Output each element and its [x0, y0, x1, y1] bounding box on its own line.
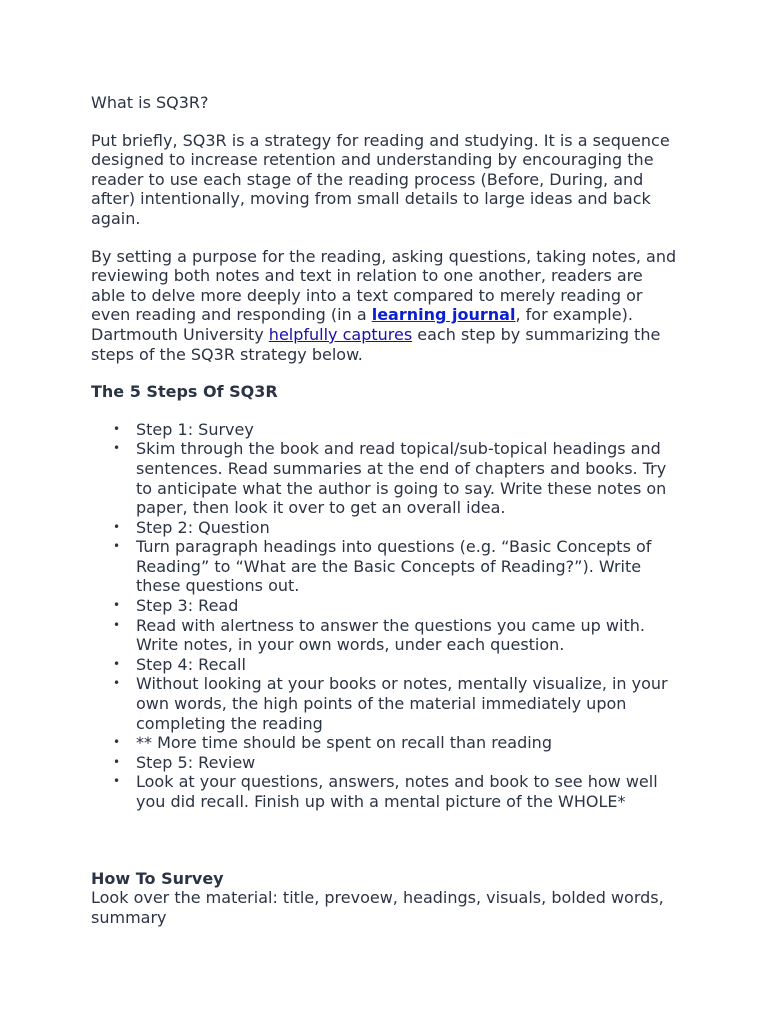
intro-paragraph: Put briefly, SQ3R is a strategy for reading and studying. It is a sequence designed to increase retention and understanding by encouraging the reader to use each stage of the reading process (Before, During, and after) intentionally, moving from small details to large ideas and back again.: [91, 130, 670, 228]
helpfully-captures-link[interactable]: helpfully captures: [268, 324, 413, 344]
list-item: • ** More time should be spent on recall than reading: [136, 733, 681, 753]
document-body: [91, 93, 681, 927]
list-item: • Without looking at your books or notes, mentally visualize, in your own words, the high points of the material immediately upon completing the reading: [136, 674, 681, 733]
purpose-paragraph: [91, 247, 681, 365]
list-item: • Step 5: Review: [136, 753, 681, 773]
section-spacer: [91, 812, 681, 869]
list-item: • Turn paragraph headings into questions (e.g. “Basic Concepts of Reading” to “What are the Basic Concepts of Reading?”). Write these questions out.: [136, 537, 681, 596]
steps-list: [91, 420, 681, 812]
list-item: • Step 3: Read: [136, 596, 681, 616]
purpose-text-after: each step by summarizing the steps of the SQ3R strategy below.: [91, 324, 661, 364]
purpose-text-before: By setting a purpose for the reading, asking questions, taking notes, and reviewing both notes and text in relation to one another, readers are able to delve more deeply into a text compared to merely reading or even reading and responding (in a: [91, 246, 677, 325]
survey-text: Look over the material: title, prevoew, headings, visuals, bolded words, summary: [91, 888, 664, 927]
list-item: • Look at your questions, answers, notes and book to see how well you did recall. Finish up with a mental picture of the WHOLE*: [136, 772, 681, 811]
list-item: • Step 1: Survey: [136, 420, 681, 440]
list-item: • Step 4: Recall: [136, 655, 681, 675]
list-item: • Step 2: Question: [136, 518, 681, 538]
steps-heading: The 5 Steps Of SQ3R: [91, 382, 278, 402]
page-title: What is SQ3R?: [91, 93, 209, 112]
survey-heading: How To Survey: [91, 868, 224, 888]
list-item: • Skim through the book and read topical/sub-topical headings and sentences. Read summaries at the end of chapters and books. Try to anticipate what the author is going to say. Write these notes on paper, then look it over to get an overall idea.: [136, 439, 681, 517]
list-item: • Read with alertness to answer the questions you came up with. Write notes, in your own words, under each question.: [136, 616, 681, 655]
learning-journal-link[interactable]: learning journal: [371, 305, 516, 325]
purpose-text-mid: , for example). Dartmouth University: [91, 305, 633, 344]
